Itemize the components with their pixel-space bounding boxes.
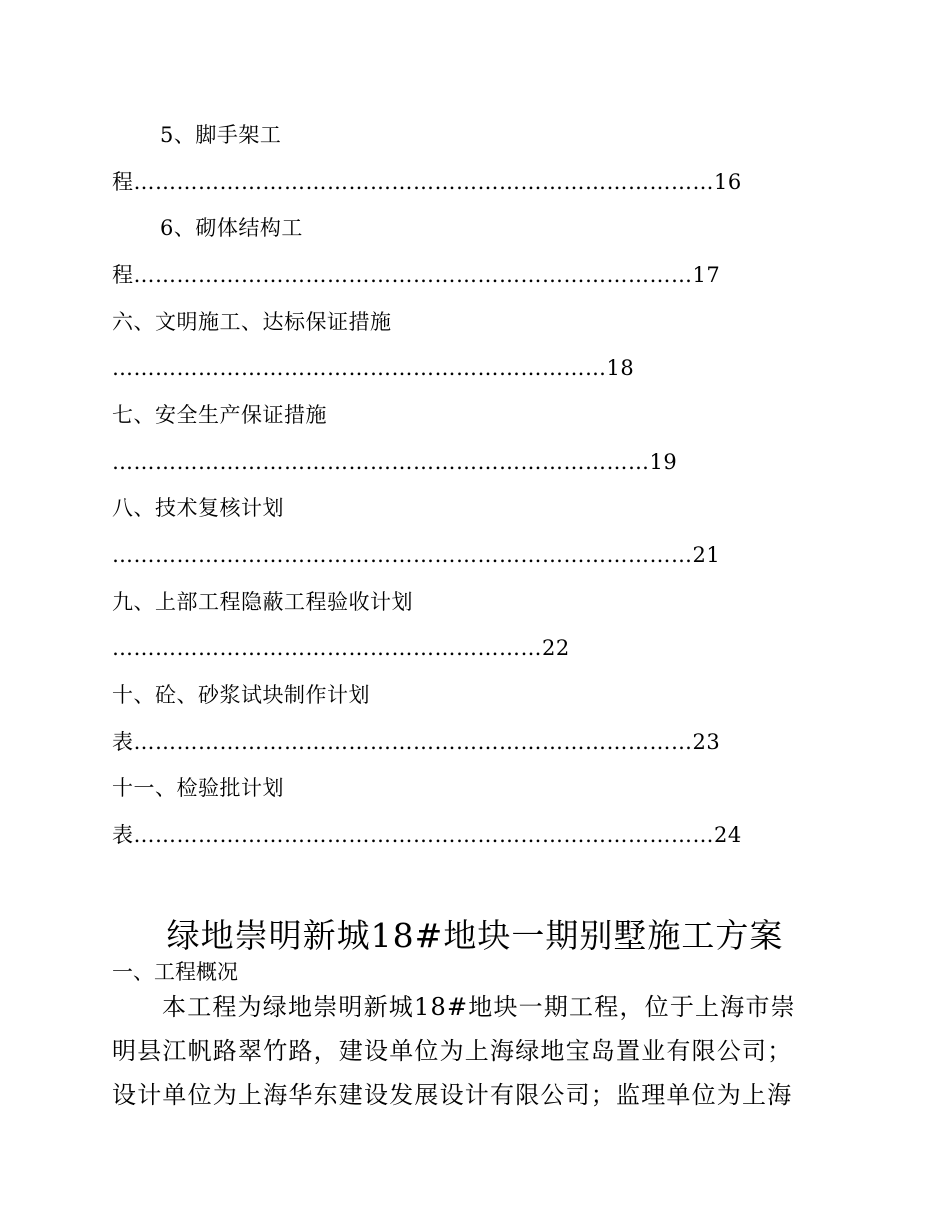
toc-entry-title: 十一、检验批计划 — [112, 776, 284, 800]
paragraph-line: 明县江帆路翠竹路，建设单位为上海绿地宝岛置业有限公司； — [112, 1037, 793, 1065]
toc-entry-dots: ………………………………………………………………………21 — [112, 543, 721, 567]
toc-entry-title: 5、脚手架工 — [160, 123, 282, 147]
toc-entry-title: 七、安全生产保证措施 — [112, 403, 327, 427]
toc-entry-title: 6、砌体结构工 — [160, 216, 303, 240]
toc-entry-title: 十、砼、砂浆试块制作计划 — [112, 683, 370, 707]
document-title: 绿地崇明新城18#地块一期别墅施工方案 — [166, 916, 784, 955]
toc-entry-title: 九、上部工程隐蔽工程验收计划 — [112, 590, 413, 614]
toc-entry-dots: 表……………………………………………………………………23 — [112, 730, 721, 754]
toc-entry-dots: ……………………………………………………22 — [112, 636, 570, 660]
toc-entry-title: 八、技术复核计划 — [112, 496, 284, 520]
toc-entry-dots: 程……………………………………………………………………17 — [112, 263, 721, 287]
section-heading: 一、工程概况 — [112, 960, 238, 984]
toc-entry-dots: ……………………………………………………………18 — [112, 356, 635, 380]
paragraph-line: 本工程为绿地崇明新城18#地块一期工程，位于上海市崇 — [162, 993, 796, 1021]
toc-entry-dots: …………………………………………………………………19 — [112, 450, 678, 474]
toc-entry-dots: 表………………………………………………………………………24 — [112, 823, 742, 847]
toc-entry-title: 六、文明施工、达标保证措施 — [112, 310, 392, 334]
toc-entry-dots: 程………………………………………………………………………16 — [112, 170, 742, 194]
paragraph-line: 设计单位为上海华东建设发展设计有限公司；监理单位为上海 — [112, 1081, 793, 1109]
